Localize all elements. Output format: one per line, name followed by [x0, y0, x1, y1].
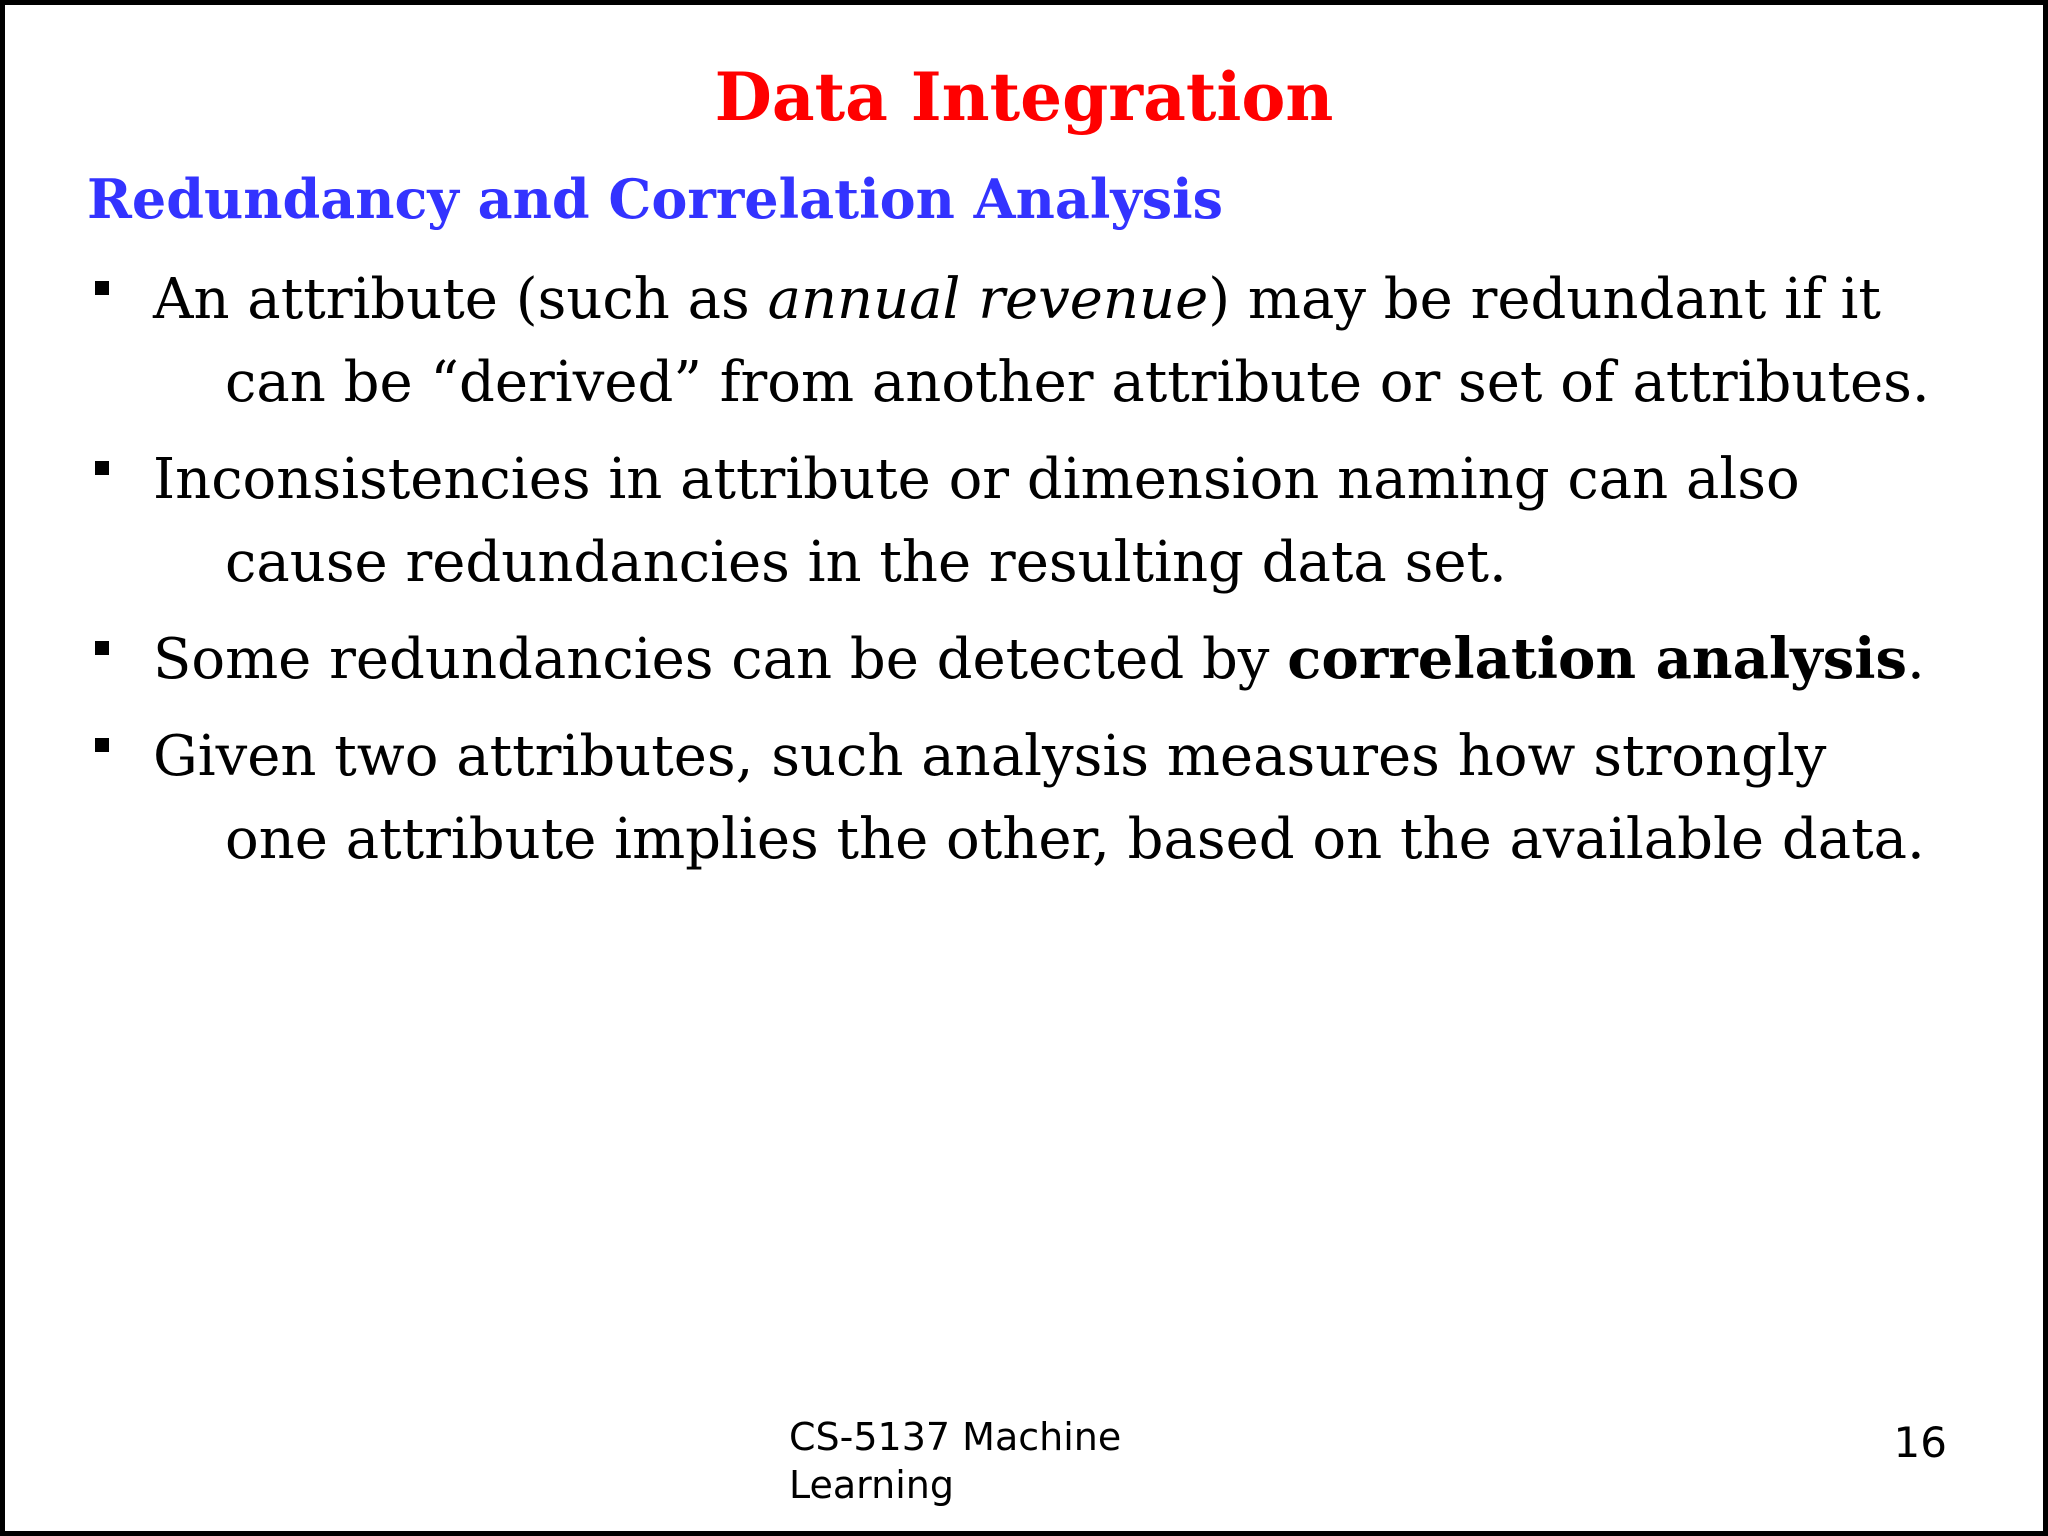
bullet-text: An attribute (such as	[153, 267, 768, 332]
bullet-line: Given two attributes, such analysis measures how strongly	[153, 724, 1827, 789]
bullet-line: one attribute implies the other, based on the available data.	[225, 807, 1925, 872]
slide-subtitle: Redundancy and Correlation Analysis	[87, 167, 1224, 231]
footer-course-name: CS-5137 Machine Learning	[789, 1415, 1122, 1507]
square-bullet-icon	[95, 281, 109, 295]
bullet-list	[87, 258, 1987, 895]
slide-title: Data Integration	[714, 58, 1334, 136]
square-bullet-icon	[95, 461, 109, 475]
square-bullet-icon	[95, 738, 109, 752]
bullet-line: cause redundancies in the resulting data set.	[225, 530, 1507, 595]
bullet-item-redundant-attribute	[87, 258, 1987, 424]
bullet-line: Inconsistencies in attribute or dimension naming can also	[153, 447, 1800, 512]
bullet-emphasis: annual revenue	[767, 267, 1209, 332]
bullet-text: Some redundancies can be detected by	[153, 627, 1288, 692]
bullet-item-correlation-analysis	[87, 618, 1987, 701]
bullet-line: can be “derived” from another attribute or set of attributes.	[225, 350, 1930, 415]
bullet-line	[153, 258, 1987, 341]
square-bullet-icon	[95, 641, 109, 655]
bullet-bold-term: correlation analysis	[1287, 626, 1908, 692]
slide-page-number: 16	[1893, 1418, 1947, 1467]
bullet-line	[153, 618, 1987, 701]
bullet-text: ) may be redundant if it	[1208, 267, 1881, 332]
bullet-text: .	[1907, 627, 1925, 692]
bullet-item-two-attributes	[87, 715, 1987, 881]
bullet-item-naming-inconsistencies	[87, 438, 1987, 604]
